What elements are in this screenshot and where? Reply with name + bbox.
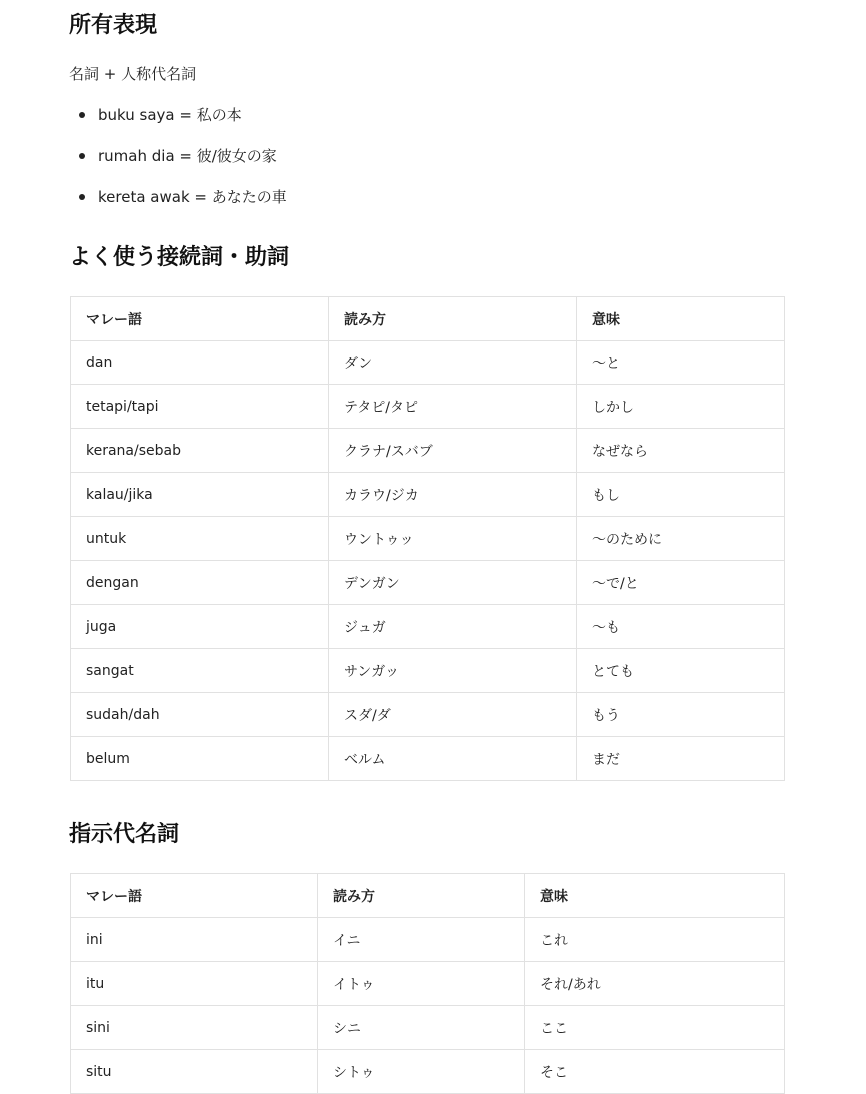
demonstratives-heading: 指示代名詞: [69, 822, 180, 847]
meaning-cell: もう: [577, 693, 785, 737]
reading-cell: テタピ/タピ: [329, 385, 577, 429]
reading-cell: デンガン: [329, 561, 577, 605]
malay-word-cell: dan: [71, 341, 329, 385]
table-row: [71, 693, 785, 737]
meaning-cell: まだ: [577, 737, 785, 781]
reading-cell: イニ: [318, 918, 525, 962]
possessive-example-list: [69, 105, 287, 228]
meaning-cell: とても: [577, 649, 785, 693]
reading-cell: サンガッ: [329, 649, 577, 693]
reading-cell: クラナ/スバブ: [329, 429, 577, 473]
malay-word-cell: itu: [71, 962, 318, 1006]
reading-cell: シトゥ: [318, 1050, 525, 1094]
malay-word-cell: tetapi/tapi: [71, 385, 329, 429]
malay-word-cell: sudah/dah: [71, 693, 329, 737]
table-row: [71, 649, 785, 693]
possessive-description: 名詞 + 人称代名詞: [69, 65, 197, 83]
list-item: rumah dia = 彼/彼女の家: [69, 146, 287, 187]
table-header-row: [71, 874, 785, 918]
reading-cell: カラウ/ジカ: [329, 473, 577, 517]
column-header: 読み方: [329, 297, 577, 341]
table-row: [71, 561, 785, 605]
meaning-cell: それ/あれ: [525, 962, 785, 1006]
malay-word-cell: untuk: [71, 517, 329, 561]
meaning-cell: なぜなら: [577, 429, 785, 473]
meaning-cell: 〜と: [577, 341, 785, 385]
malay-word-cell: kerana/sebab: [71, 429, 329, 473]
table-row: [71, 385, 785, 429]
reading-cell: シニ: [318, 1006, 525, 1050]
malay-word-cell: sini: [71, 1006, 318, 1050]
meaning-cell: もし: [577, 473, 785, 517]
conjunctions-table: [70, 296, 785, 781]
table-header-row: [71, 297, 785, 341]
table-row: [71, 1006, 785, 1050]
table-row: [71, 918, 785, 962]
column-header: マレー語: [71, 297, 329, 341]
meaning-cell: そこ: [525, 1050, 785, 1094]
malay-word-cell: ini: [71, 918, 318, 962]
reading-cell: イトゥ: [318, 962, 525, 1006]
meaning-cell: 〜も: [577, 605, 785, 649]
reading-cell: スダ/ダ: [329, 693, 577, 737]
malay-word-cell: kalau/jika: [71, 473, 329, 517]
table-row: [71, 473, 785, 517]
malay-word-cell: dengan: [71, 561, 329, 605]
meaning-cell: これ: [525, 918, 785, 962]
reading-cell: ウントゥッ: [329, 517, 577, 561]
table-row: [71, 737, 785, 781]
possessive-heading: 所有表現: [69, 13, 158, 38]
malay-word-cell: juga: [71, 605, 329, 649]
column-header: 意味: [525, 874, 785, 918]
conjunctions-heading: よく使う接続詞・助詞: [69, 245, 290, 270]
meaning-cell: しかし: [577, 385, 785, 429]
meaning-cell: 〜のために: [577, 517, 785, 561]
malay-word-cell: situ: [71, 1050, 318, 1094]
demonstratives-table: [70, 873, 785, 1094]
malay-word-cell: sangat: [71, 649, 329, 693]
table-row: [71, 962, 785, 1006]
reading-cell: ダン: [329, 341, 577, 385]
list-item: kereta awak = あなたの車: [69, 187, 287, 228]
table-row: [71, 605, 785, 649]
column-header: 意味: [577, 297, 785, 341]
list-item: buku saya = 私の本: [69, 105, 287, 146]
table-row: [71, 1050, 785, 1094]
column-header: マレー語: [71, 874, 318, 918]
meaning-cell: ここ: [525, 1006, 785, 1050]
table-row: [71, 429, 785, 473]
table-row: [71, 517, 785, 561]
reading-cell: ジュガ: [329, 605, 577, 649]
table-row: [71, 341, 785, 385]
meaning-cell: 〜で/と: [577, 561, 785, 605]
reading-cell: ベルム: [329, 737, 577, 781]
malay-word-cell: belum: [71, 737, 329, 781]
column-header: 読み方: [318, 874, 525, 918]
